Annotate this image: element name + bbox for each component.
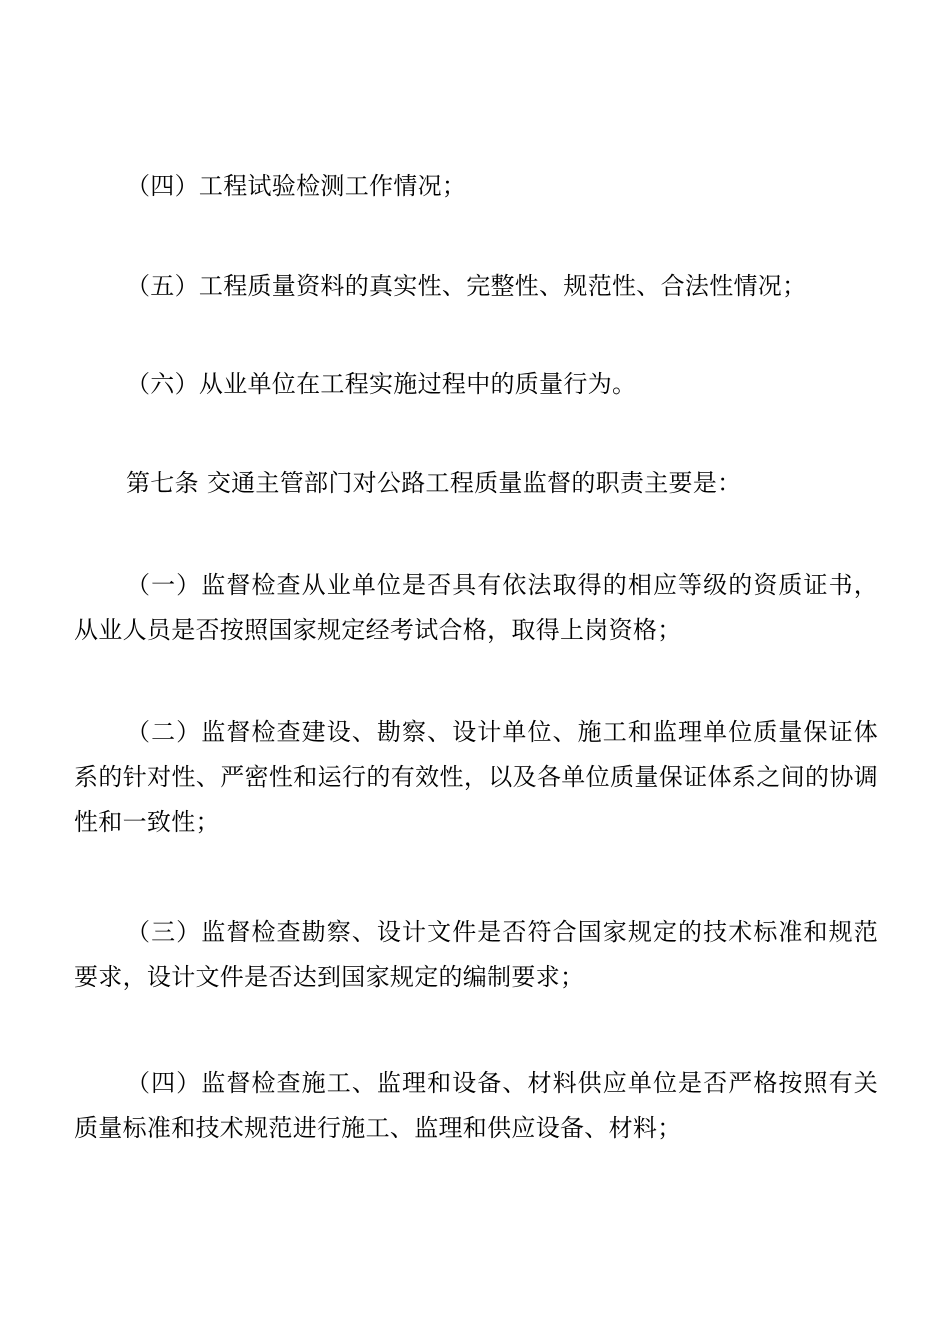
- paragraph-duty-4-construction-supervision: （四）监督检查施工、监理和设备、材料供应单位是否严格按照有关质量标准和技术规范进行施工、监理和供应设备、材料；: [74, 1069, 878, 1142]
- paragraph-duty-1-qualification: （一）监督检查从业单位是否具有依法取得的相应等级的资质证书，从业人员是否按照国家规定经考试合格，取得上岗资格；: [74, 571, 878, 644]
- paragraph-duty-3-design-documents: （三）监督检查勘察、设计文件是否符合国家规定的技术标准和规范要求，设计文件是否达到国家规定的编制要求；: [74, 918, 878, 991]
- paragraph-item-5-quality-records: （五）工程质量资料的真实性、完整性、规范性、合法性情况；: [126, 272, 807, 300]
- paragraph-item-4-test-inspection: （四）工程试验检测工作情况；: [126, 172, 467, 200]
- paragraph-item-6-quality-behavior: （六）从业单位在工程实施过程中的质量行为。: [126, 370, 637, 398]
- article-7-heading: 第七条 交通主管部门对公路工程质量监督的职责主要是：: [126, 469, 742, 497]
- paragraph-duty-2-quality-system: （二）监督检查建设、勘察、设计单位、施工和监理单位质量保证体系的针对性、严密性和运行的有效性，以及各单位质量保证体系之间的协调性和一致性；: [74, 718, 878, 836]
